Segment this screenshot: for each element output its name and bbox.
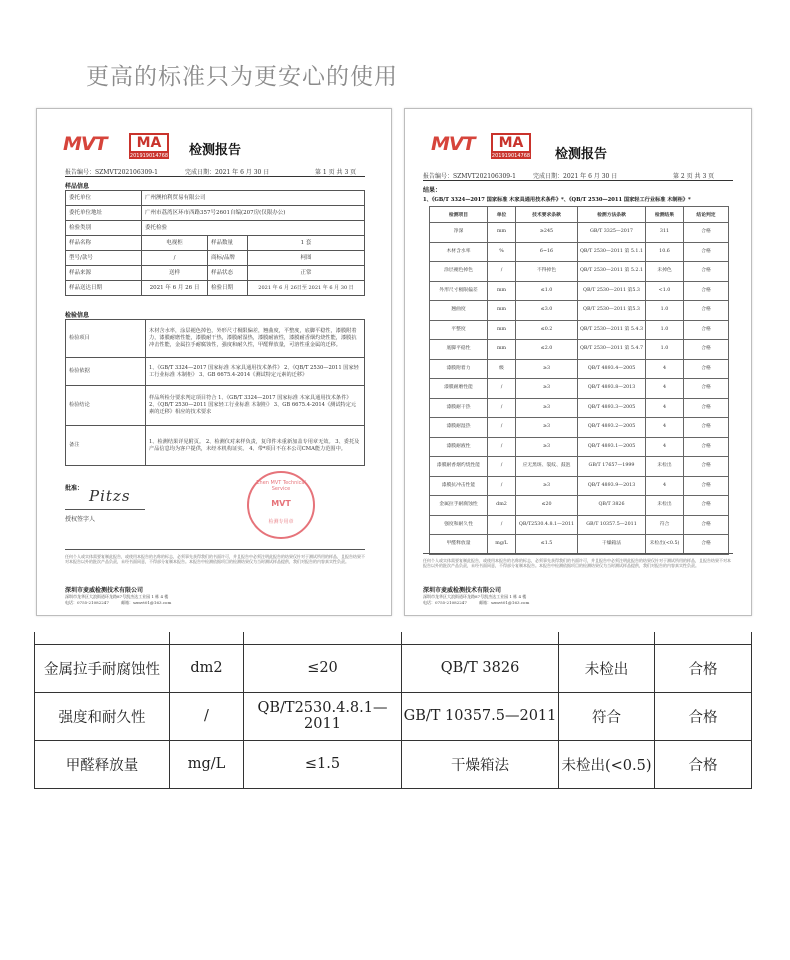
- result-standards: 1、《GB/T 3324—2017 国家标准 木家具通用技术条件》*、《QB/T 2530—2011 国家轻工行业标准 木制柜》*: [423, 197, 691, 203]
- report-page-2: [404, 108, 752, 616]
- table-cell: 漆膜耐香烟灼烧性能: [430, 457, 488, 477]
- table-cell: 合格: [655, 644, 752, 692]
- info-key: 样品送达日期: [66, 281, 142, 296]
- table-cell: QB/T 2530—2011 第5.3: [578, 281, 646, 301]
- table-cell: ≤2.0: [516, 340, 578, 360]
- company-email: 邮箱：szmvt01@163.com: [479, 600, 530, 605]
- table-cell: mg/L: [170, 740, 244, 788]
- company-email: 邮箱：szmvt01@163.com: [121, 600, 172, 605]
- table-cell: 底脚平稳性: [430, 340, 488, 360]
- table-cell: 合格: [655, 740, 752, 788]
- column-header: 检测项目: [430, 207, 488, 223]
- report-number: 报告编号：SZMVT202106309-1: [65, 169, 158, 176]
- table-cell: /: [488, 262, 516, 282]
- column-header: 检测方法条款: [578, 207, 646, 223]
- table-cell: mm: [488, 281, 516, 301]
- footer-rule: [65, 549, 365, 550]
- info-value: 柯图: [248, 251, 365, 266]
- inspection-key: 检验结论: [66, 386, 146, 426]
- table-cell: 合格: [684, 359, 729, 379]
- table-cell: QB/T 2530—2011 第 5.1.1: [578, 242, 646, 262]
- table-cell: <1.0: [646, 281, 684, 301]
- info-value: 委托检验: [142, 221, 365, 236]
- inspection-value: 1、《GB/T 3324—2017 国家标准 木家具通用技术条件》 2、《QB/T 2530—2011 国家轻工行业标准 木制柜》 3、GB 6675.4-2014《测试特定元素的迁移》: [146, 358, 365, 386]
- table-cell: 合格: [684, 535, 729, 555]
- table-row: [66, 206, 365, 221]
- table-cell: %: [488, 242, 516, 262]
- page-number: 第 1 页 共 3 页: [315, 169, 357, 176]
- table-cell: 合格: [684, 223, 729, 243]
- result-title: 结果：: [423, 187, 442, 194]
- table-cell: 4: [646, 418, 684, 438]
- table-cell: 级: [488, 359, 516, 379]
- info-value: 广州市荔湾区环市西路357号2601自编(207房(仅限办公): [142, 206, 365, 221]
- table-row: [430, 320, 729, 340]
- table-cell: mm: [488, 223, 516, 243]
- table-cell: GB/T 10357.5—2011: [578, 515, 646, 535]
- table-cell: ≤20: [244, 644, 402, 692]
- table-cell: ≥3: [516, 418, 578, 438]
- table-row: [430, 437, 729, 457]
- table-row: [35, 740, 752, 788]
- table-cell: 漆膜附着力: [430, 359, 488, 379]
- table-row: [66, 320, 365, 358]
- table-row: [35, 632, 752, 644]
- sample-info-table: [65, 190, 365, 296]
- table-cell: [402, 632, 559, 644]
- table-cell: [35, 632, 170, 644]
- table-cell: 木材含水率: [430, 242, 488, 262]
- info-key: 型号/款号: [66, 251, 142, 266]
- table-cell: ≥245: [516, 223, 578, 243]
- table-cell: QB/T 4893.1—2005: [578, 437, 646, 457]
- table-cell: 合格: [684, 379, 729, 399]
- info-key: 委托单位地址: [66, 206, 142, 221]
- inspection-info-title: 检验信息: [65, 312, 90, 319]
- mvt-logo: [431, 133, 551, 159]
- footer-blank: [0, 865, 790, 960]
- table-row: [430, 496, 729, 516]
- table-cell: 1.0: [646, 340, 684, 360]
- stamp-top-text: Zhen MVT Technical Service: [256, 480, 306, 492]
- table-cell: 合格: [684, 340, 729, 360]
- table-cell: QB/T 3826: [402, 644, 559, 692]
- table-row: [66, 251, 365, 266]
- table-cell: 未检出(<0.5): [646, 535, 684, 555]
- table-cell: mm: [488, 340, 516, 360]
- company-tel: 电话：0755-21082247: [423, 600, 467, 605]
- inspection-value: 木材含水率，涂层褪色掉色，外形尺寸极限偏差，翘曲度，平整度，底脚平稳性，漆膜附着力，漆膜耐磨性能，漆膜耐干热，漆膜耐湿热，漆膜耐液性，漆膜耐香烟灼烧性能，漆膜抗冲击性能，金属拉手耐腐蚀性，强度和耐久性，甲醛释放量，可溶性重金属的迁移。: [146, 320, 365, 358]
- company-name: 深圳市麦威检测技术有限公司: [65, 587, 144, 594]
- table-cell: [244, 632, 402, 644]
- table-row: [430, 515, 729, 535]
- report-date: 完成日期：2021 年 6 月 30 日: [185, 169, 270, 176]
- table-row: [430, 242, 729, 262]
- table-cell: 4: [646, 379, 684, 399]
- fine-print: 任何个人或实体需要复制此报告，或使用本报告的名称的标志，必须事先获得我们的书面许可，并且报告中必须注明此报告的结果仅针对于测试所用的样品，且报告结果不对本报告以外的批次产品负责，未经书面同意，不得部分复制本报告。本报告中检测依据项目的检测结果仅为当时测试样品提供，我们对报告的内容真实性负责。: [423, 558, 731, 568]
- footer-rule: [423, 553, 733, 554]
- table-row: [66, 358, 365, 386]
- info-value: 广州澳柏利贸易有限公司: [142, 191, 365, 206]
- table-cell: QB/T 2530—2011 第 5.2.1: [578, 262, 646, 282]
- stamp-brand: MVT: [271, 499, 291, 508]
- table-cell: 甲醛释放量: [430, 535, 488, 555]
- table-cell: 未检出: [646, 457, 684, 477]
- table-cell: ≥3: [516, 359, 578, 379]
- info-key: 样品来源: [66, 266, 142, 281]
- table-cell: 强度和耐久性: [430, 515, 488, 535]
- table-cell: ≤1.0: [516, 281, 578, 301]
- table-row: [66, 386, 365, 426]
- inspection-value: 1、检测结果详见附页。 2、检测仪对来样负责，复印件未重新加盖专用章无效。 3、委托及产品信息均为客户提供，未经本机构证实。 4、带*项目不在本公司CMA能力范围中。: [146, 426, 365, 466]
- table-cell: [559, 632, 655, 644]
- info-value: 电视柜: [142, 236, 208, 251]
- column-header: 单位: [488, 207, 516, 223]
- table-cell: QB/T 3826: [578, 496, 646, 516]
- table-cell: 4: [646, 476, 684, 496]
- table-cell: dm2: [170, 644, 244, 692]
- table-cell: 合格: [684, 515, 729, 535]
- table-cell: GB/T 3325—2017: [578, 223, 646, 243]
- sample-info-title: 样品信息: [65, 183, 90, 190]
- table-cell: 合格: [684, 262, 729, 282]
- table-cell: 合格: [684, 301, 729, 321]
- table-cell: 未检出: [646, 496, 684, 516]
- info-key: 检验日期: [208, 281, 248, 296]
- table-cell: 不得掉色: [516, 262, 578, 282]
- table-cell: 甲醛释放量: [35, 740, 170, 788]
- table-row: [66, 426, 365, 466]
- mvt-brand-text: MVT: [63, 133, 107, 155]
- table-cell: 符合: [646, 515, 684, 535]
- table-cell: 干燥箱法: [578, 535, 646, 555]
- table-cell: ≤1.5: [244, 740, 402, 788]
- table-cell: [170, 632, 244, 644]
- table-cell: 涂层褪色掉色: [430, 262, 488, 282]
- page-number: 第 2 页 共 3 页: [673, 173, 715, 180]
- table-cell: 合格: [684, 418, 729, 438]
- table-cell: 合格: [684, 437, 729, 457]
- zoomed-result-table: [34, 632, 752, 789]
- mvt-logo: [63, 133, 183, 159]
- table-cell: /: [488, 418, 516, 438]
- table-cell: 1.0: [646, 301, 684, 321]
- table-cell: 6~16: [516, 242, 578, 262]
- table-cell: /: [488, 379, 516, 399]
- company-address: 深圳市龙华区大浪街道环龙路87号凯杰达工业园 1 栋 4 楼: [65, 594, 169, 599]
- mvt-brand-text: MVT: [431, 133, 475, 155]
- info-key: 样品状态: [208, 266, 248, 281]
- table-header-row: [430, 207, 729, 223]
- table-cell: 漆膜耐湿热: [430, 418, 488, 438]
- table-cell: QB/T 4893.9—2013: [578, 476, 646, 496]
- info-value: 2021 年 6 月 26日至 2021 年 6 月 30 日: [248, 281, 365, 296]
- table-cell: QB/T 2530—2011 第 5.4.3: [578, 320, 646, 340]
- table-row: [430, 281, 729, 301]
- table-cell: 应无黑斑、裂纹、鼓泡: [516, 457, 578, 477]
- table-cell: /: [488, 515, 516, 535]
- inspection-info-table: [65, 319, 365, 466]
- table-cell: 合格: [684, 320, 729, 340]
- signatory-label: 授权签字人: [65, 516, 96, 523]
- column-header: 技术要求条款: [516, 207, 578, 223]
- table-cell: QB/T 4893.2—2005: [578, 418, 646, 438]
- cma-number: 201919014768: [491, 153, 531, 159]
- page-heading: 更高的标准只为更安心的使用: [86, 64, 398, 90]
- header-rule: [423, 180, 733, 181]
- company-address: 深圳市龙华区大浪街道环龙路87号凯杰达工业园 1 栋 4 楼: [423, 594, 527, 599]
- stamp-bottom-text: 检测专用章: [268, 519, 294, 525]
- table-cell: mm: [488, 301, 516, 321]
- table-row: [430, 535, 729, 555]
- table-cell: QB/T 4893.4—2005: [578, 359, 646, 379]
- table-cell: /: [488, 398, 516, 418]
- column-header: 检测结果: [646, 207, 684, 223]
- table-row: [430, 301, 729, 321]
- report-page-1: [36, 108, 392, 616]
- table-cell: ≤20: [516, 496, 578, 516]
- table-row: [35, 644, 752, 692]
- table-cell: 漆膜耐干热: [430, 398, 488, 418]
- table-cell: 金属拉手耐腐蚀性: [430, 496, 488, 516]
- inspection-key: 检验依据: [66, 358, 146, 386]
- table-cell: /: [488, 457, 516, 477]
- header-rule: [65, 176, 365, 177]
- info-key: 样品名称: [66, 236, 142, 251]
- info-key: 委托单位: [66, 191, 142, 206]
- table-cell: 4: [646, 359, 684, 379]
- table-cell: ≥3: [516, 437, 578, 457]
- table-row: [66, 236, 365, 251]
- company-tel: 电话：0755-21082247: [65, 600, 109, 605]
- table-cell: 合格: [684, 281, 729, 301]
- table-cell: 符合: [559, 692, 655, 740]
- table-cell: ≤1.5: [516, 535, 578, 555]
- report-date: 完成日期：2021 年 6 月 30 日: [533, 173, 618, 180]
- cma-mark: MA: [491, 133, 531, 153]
- table-cell: 1.0: [646, 320, 684, 340]
- table-row: [66, 281, 365, 296]
- report-title: 检测报告: [189, 143, 242, 158]
- info-value: /: [142, 251, 208, 266]
- table-cell: 金属拉手耐腐蚀性: [35, 644, 170, 692]
- table-cell: /: [488, 437, 516, 457]
- company-name: 深圳市麦威检测技术有限公司: [423, 587, 502, 594]
- inspection-key: 检验项目: [66, 320, 146, 358]
- table-cell: mg/L: [488, 535, 516, 555]
- table-cell: GB/T 17657—1999: [578, 457, 646, 477]
- report-number: 报告编号：SZMVT202106309-1: [423, 173, 516, 180]
- table-cell: /: [170, 692, 244, 740]
- table-row: [430, 262, 729, 282]
- table-cell: 4: [646, 437, 684, 457]
- table-cell: 未掉色: [646, 262, 684, 282]
- table-row: [430, 359, 729, 379]
- table-cell: GB/T 10357.5—2011: [402, 692, 559, 740]
- table-row: [430, 223, 729, 243]
- table-cell: 10.6: [646, 242, 684, 262]
- table-cell: 漆膜耐磨性能: [430, 379, 488, 399]
- info-value: 送样: [142, 266, 208, 281]
- table-cell: QB/T2530.4.8.1—2011: [244, 692, 402, 740]
- info-value: 1 套: [248, 236, 365, 251]
- table-cell: 漆膜耐液性: [430, 437, 488, 457]
- cma-number: 201919014768: [129, 153, 169, 159]
- info-value: 2021 年 6 月 26 日: [142, 281, 208, 296]
- table-row: [430, 398, 729, 418]
- table-cell: 4: [646, 398, 684, 418]
- table-cell: QB/T 2530—2011 第 5.4.7: [578, 340, 646, 360]
- table-cell: dm2: [488, 496, 516, 516]
- table-cell: 干燥箱法: [402, 740, 559, 788]
- table-cell: 合格: [684, 398, 729, 418]
- table-cell: QB/T 2530—2011 第5.3: [578, 301, 646, 321]
- table-cell: /: [488, 476, 516, 496]
- approve-label: 批准：: [65, 485, 84, 492]
- table-row: [430, 418, 729, 438]
- table-cell: QB/T 4893.3—2005: [578, 398, 646, 418]
- table-row: [35, 692, 752, 740]
- table-cell: 外形尺寸极限偏差: [430, 281, 488, 301]
- table-cell: ≥3: [516, 379, 578, 399]
- table-cell: 强度和耐久性: [35, 692, 170, 740]
- table-cell: QB/T2530.4.8.1—2011: [516, 515, 578, 535]
- table-cell: 净深: [430, 223, 488, 243]
- table-cell: ≤3.0: [516, 301, 578, 321]
- table-cell: QB/T 4893.8—2013: [578, 379, 646, 399]
- table-row: [430, 457, 729, 477]
- table-row: [66, 221, 365, 236]
- table-cell: 合格: [655, 692, 752, 740]
- signature-rule: [65, 509, 145, 510]
- table-cell: 未检出: [559, 644, 655, 692]
- info-value: 正常: [248, 266, 365, 281]
- table-row: [430, 340, 729, 360]
- table-cell: ≥3: [516, 398, 578, 418]
- table-cell: 合格: [684, 496, 729, 516]
- table-cell: 未检出(<0.5): [559, 740, 655, 788]
- signature: Pitzs: [89, 487, 131, 505]
- inspection-key: 备注: [66, 426, 146, 466]
- table-cell: ≤0.2: [516, 320, 578, 340]
- table-row: [66, 191, 365, 206]
- result-table: [429, 206, 729, 555]
- info-key: 样品数量: [208, 236, 248, 251]
- table-cell: mm: [488, 320, 516, 340]
- table-cell: 平整度: [430, 320, 488, 340]
- info-key: 商标/品牌: [208, 251, 248, 266]
- inspection-value: 样品所检分要求判定项目符合 1、《GB/T 3324—2017 国家标准 木家具通用技术条件》 2、《QB/T 2530—2011 国家轻工行业标准 木制柜》 3、GB 6675.4-2014《测试特定元素的迁移》相应的技术要求: [146, 386, 365, 426]
- table-cell: ≥3: [516, 476, 578, 496]
- table-cell: [655, 632, 752, 644]
- table-row: [430, 379, 729, 399]
- table-row: [66, 266, 365, 281]
- report-title: 检测报告: [555, 147, 608, 162]
- inspection-stamp: [247, 471, 315, 539]
- column-header: 结论判定: [684, 207, 729, 223]
- fine-print: 任何个人或实体需要复制此报告，或使用本报告的名称的标志，必须事先获得我们的书面许可，并且报告中必须注明此报告的结果仅针对于测试所用的样品，且报告结果不对本报告以外的批次产品负责，未经书面同意，不得部分复制本报告。本报告中检测依据项目的检测结果仅为当时测试样品提供，我们对报告的内容真实性负责。: [65, 554, 365, 564]
- table-cell: 311: [646, 223, 684, 243]
- table-cell: 合格: [684, 457, 729, 477]
- table-row: [430, 476, 729, 496]
- table-cell: 翘曲度: [430, 301, 488, 321]
- table-cell: 合格: [684, 476, 729, 496]
- table-cell: 合格: [684, 242, 729, 262]
- info-key: 检验类别: [66, 221, 142, 236]
- cma-mark: MA: [129, 133, 169, 153]
- table-cell: 漆膜抗冲击性能: [430, 476, 488, 496]
